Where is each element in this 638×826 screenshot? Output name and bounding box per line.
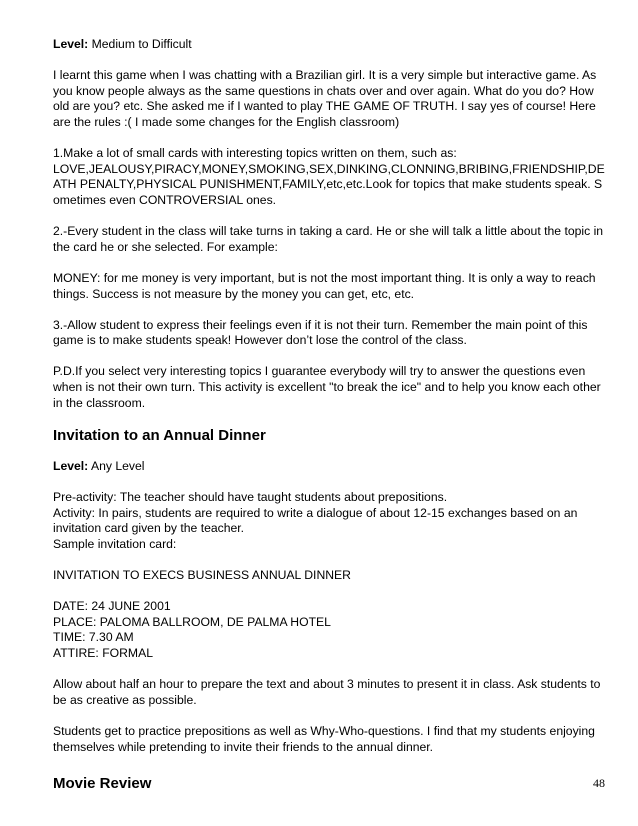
card-title: INVITATION TO EXECS BUSINESS ANNUAL DINNER	[53, 568, 351, 582]
level-label: Level:	[53, 37, 89, 51]
rule-2: 2.-Every student in the class will take turns in taking a card. He or she will talk a little about the topic in the card he or she selected. For example:	[53, 224, 604, 254]
page-number: 48	[593, 776, 605, 790]
sample-card-label: Sample invitation card:	[53, 536, 177, 551]
rule-3: 3.-Allow student to express their feelings even if it is not their turn. Remember the main point of this game is to make students speak! However don’t lose the control of the class.	[53, 317, 588, 348]
level-line-2	[53, 459, 605, 475]
money-example: MONEY: for me money is very important, but is not the most important thing. It is only a way to reach things. Success is not measure by the money you can get, etc, etc.	[53, 270, 596, 301]
topics-list: LOVE,JEALOUSY,PIRACY,MONEY,SMOKING,SEX,DINKING,CLONNING,BRIBING,FRIENDSHIP,DEATH PENALTY,PHYSICAL PUNISHMENT,FAMILY,etc,etc.Look for topics that make students speak. Sometimes even CONTROVERSIAL ones.	[53, 161, 605, 207]
card-time: TIME: 7.30 AM	[53, 630, 134, 645]
section-title-movie-review: Movie Review	[53, 775, 152, 793]
level-value: Medium to Difficult	[91, 37, 192, 51]
page-content	[53, 37, 605, 807]
pre-activity: Pre-activity: The teacher should have taught students about prepositions.	[53, 490, 448, 505]
rule-1	[53, 146, 605, 208]
practice-paragraph: Students get to practice prepositions as well as Why-Who-questions. I find that my students enjoying themselves while pretending to invite their friends to the annual dinner.	[53, 723, 595, 754]
section-title-invitation: Invitation to an Annual Dinner	[53, 426, 266, 444]
level-label-2: Level:	[53, 458, 89, 473]
card-details	[53, 599, 605, 661]
card-date: DATE: 24 JUNE 2001	[53, 599, 171, 614]
card-place: PLACE: PALOMA BALLROOM, DE PALMA HOTEL	[53, 614, 331, 629]
level-value-2: Any Level	[90, 458, 145, 473]
allow-paragraph: Allow about half an hour to prepare the text and about 3 minutes to present it in class. Ask students to be as creative as possible.	[53, 677, 601, 707]
rule-1-text: 1.Make a lot of small cards with interesting topics written on them, such as:	[53, 146, 457, 161]
activity: Activity: In pairs, students are required to write a dialogue of about 12-15 exchanges based on an invitation card given by the teacher.	[53, 505, 578, 536]
level-line	[53, 37, 605, 53]
pd-paragraph: P.D.If you select very interesting topics I guarantee everybody will try to answer the questions even when is not their own turn. This activity is excellent "to break the ice" and to help you know each other in the classroom.	[53, 364, 601, 410]
activity-block	[53, 490, 605, 552]
card-attire: ATTIRE: FORMAL	[53, 645, 153, 660]
intro-paragraph: I learnt this game when I was chatting with a Brazilian girl. It is a very simple but interactive game. As you know people always as the same questions in chats over and over again. What do you do? How old are you? etc. She asked me if I wanted to play THE GAME OF TRUTH. I say yes of course! Here are the rules :( I made some changes for the English classroom)	[53, 68, 597, 129]
